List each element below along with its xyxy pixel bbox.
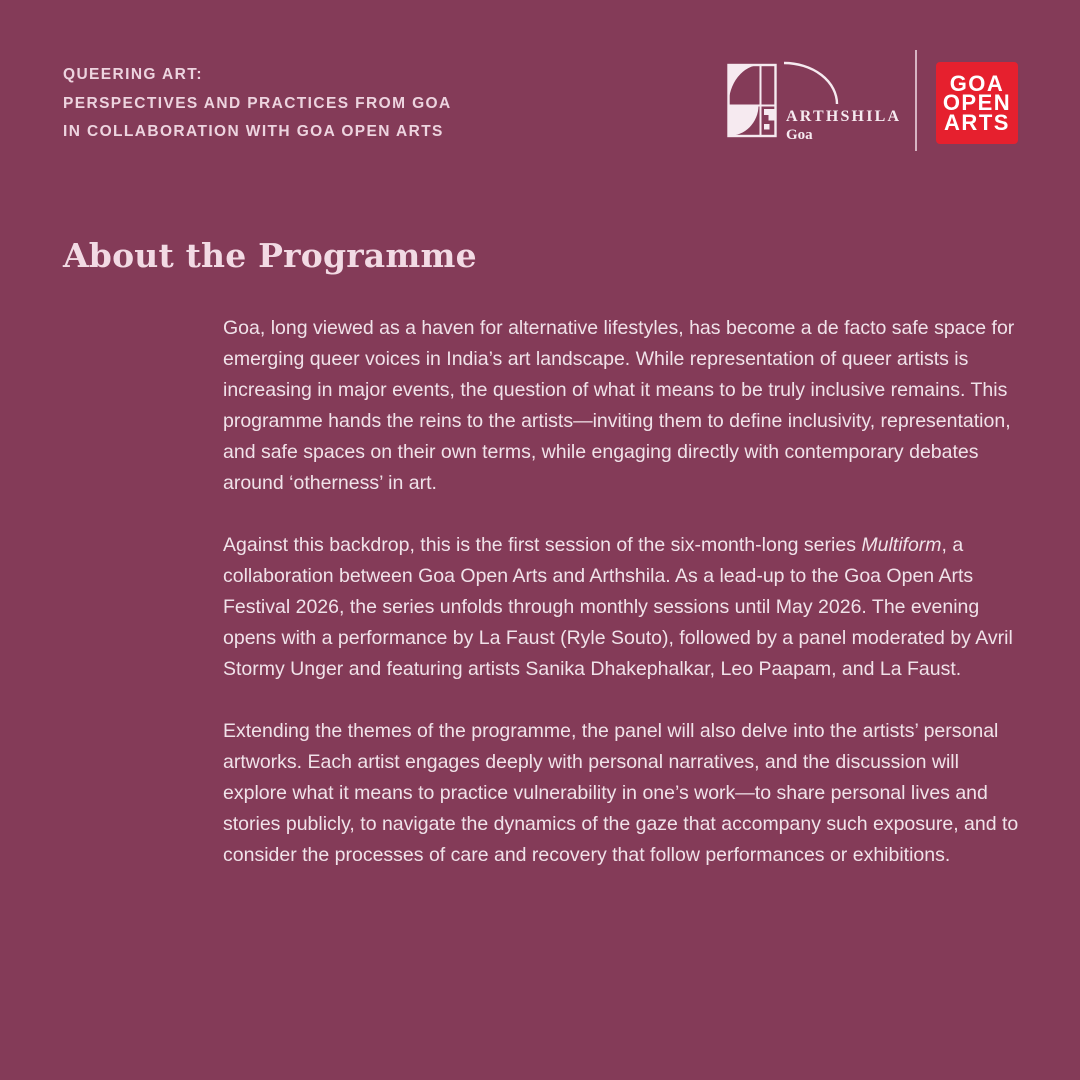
event-title	[63, 61, 452, 147]
paragraph-segment: Goa, long viewed as a haven for alternative lifestyles, has become a de facto safe space for emerging queer voices in India’s art landscape. While representation of queer artists is increasing in major events, the question of what it means to be truly inclusive remains. This programme hands the reins to the artists—inviting them to define inclusivity, representation, and safe spaces on their own terms, while engaging directly with contemporary debates around ‘otherness’ in art.	[223, 317, 1015, 494]
arthshila-logo-location: Goa	[786, 127, 813, 143]
event-title-line-3: IN COLLABORATION WITH GOA OPEN ARTS	[63, 123, 444, 141]
paragraph	[223, 530, 1025, 685]
page-title: About the Programme	[63, 236, 477, 275]
goa-open-arts-line-3: ARTS	[944, 109, 1010, 135]
paragraph-segment: Extending the themes of the programme, the panel will also delve into the artists’ personal artworks. Each artist engages deeply with personal narratives, and the discussion will explore what it means to practice vulnerability in one’s work—to share personal lives and stories publicly, to navigate the dynamics of the gaze that accompany such exposure, and to consider the processes of care and recovery that follow performances or exhibitions.	[223, 720, 1019, 866]
logo-divider	[915, 50, 917, 151]
arthshila-logo-name: ARTHSHILA	[786, 108, 902, 125]
paragraph-segment: , a collaboration between Goa Open Arts and Arthshila. As a lead-up to the Goa Open Arts Festival 2026, the series unfolds through monthly sessions until May 2026. The evening opens with a performance by La Faust (Ryle Souto), followed by a panel moderated by Avril Stormy Unger and featuring artists Sanika Dhakephalkar, Leo Paapam, and La Faust.	[223, 534, 1013, 680]
goa-open-arts-line-2: OPEN	[942, 90, 1012, 116]
body-text	[223, 313, 1025, 902]
event-title-line-1: QUEERING ART:	[63, 66, 203, 83]
arthshila-logo	[727, 60, 907, 150]
goa-open-arts-logo	[936, 62, 1018, 144]
arthshila-logo-text	[786, 108, 901, 144]
paragraph	[223, 716, 1025, 871]
event-title-line-2: PERSPECTIVES AND PRACTICES FROM GOA	[63, 94, 452, 112]
paragraph-segment: Against this backdrop, this is the first session of the six-month-long series	[223, 534, 862, 556]
paragraph	[223, 313, 1025, 499]
goa-open-arts-line-1: GOA	[949, 70, 1005, 96]
paragraph-italic-segment: Multiform	[861, 534, 942, 556]
